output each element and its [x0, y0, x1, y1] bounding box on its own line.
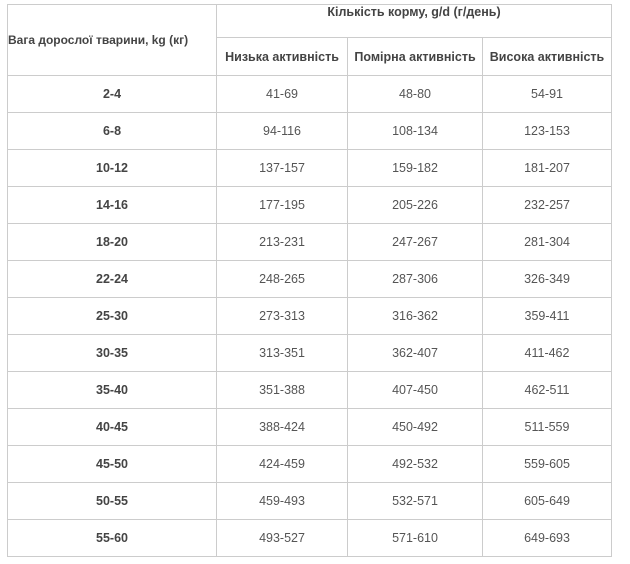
table-body — [8, 76, 612, 557]
moderate-activity-cell: 362-407 — [348, 335, 483, 372]
header-row-top — [8, 5, 612, 38]
weight-cell: 10-12 — [8, 150, 217, 187]
moderate-activity-cell: 450-492 — [348, 409, 483, 446]
feeding-table — [7, 4, 612, 557]
low-activity-cell: 213-231 — [217, 224, 348, 261]
low-activity-cell: 137-157 — [217, 150, 348, 187]
low-activity-cell: 94-116 — [217, 113, 348, 150]
table-row — [8, 446, 612, 483]
moderate-activity-cell: 492-532 — [348, 446, 483, 483]
high-activity-cell: 326-349 — [483, 261, 612, 298]
low-activity-cell: 424-459 — [217, 446, 348, 483]
high-activity-cell: 123-153 — [483, 113, 612, 150]
moderate-activity-header: Помірна активність — [348, 38, 483, 76]
high-activity-cell: 462-511 — [483, 372, 612, 409]
low-activity-cell: 177-195 — [217, 187, 348, 224]
weight-cell: 30-35 — [8, 335, 217, 372]
moderate-activity-cell: 247-267 — [348, 224, 483, 261]
moderate-activity-cell: 108-134 — [348, 113, 483, 150]
low-activity-cell: 388-424 — [217, 409, 348, 446]
table-row — [8, 150, 612, 187]
low-activity-cell: 41-69 — [217, 76, 348, 113]
high-activity-cell: 54-91 — [483, 76, 612, 113]
table-row — [8, 483, 612, 520]
weight-cell: 14-16 — [8, 187, 217, 224]
moderate-activity-cell: 532-571 — [348, 483, 483, 520]
weight-column-header: Вага дорослої тварини, kg (кг) — [8, 5, 217, 76]
high-activity-header: Висока активність — [483, 38, 612, 76]
table-row — [8, 372, 612, 409]
low-activity-cell: 273-313 — [217, 298, 348, 335]
table-header — [8, 5, 612, 76]
weight-cell: 18-20 — [8, 224, 217, 261]
table-row — [8, 261, 612, 298]
weight-cell: 50-55 — [8, 483, 217, 520]
table-row — [8, 113, 612, 150]
high-activity-cell: 232-257 — [483, 187, 612, 224]
low-activity-cell: 351-388 — [217, 372, 348, 409]
weight-cell: 35-40 — [8, 372, 217, 409]
food-amount-header: Кількість корму, g/d (г/день) — [217, 5, 612, 38]
low-activity-cell: 313-351 — [217, 335, 348, 372]
moderate-activity-cell: 205-226 — [348, 187, 483, 224]
high-activity-cell: 359-411 — [483, 298, 612, 335]
high-activity-cell: 281-304 — [483, 224, 612, 261]
moderate-activity-cell: 571-610 — [348, 520, 483, 557]
table-row — [8, 520, 612, 557]
table-row — [8, 335, 612, 372]
weight-cell: 55-60 — [8, 520, 217, 557]
high-activity-cell: 649-693 — [483, 520, 612, 557]
moderate-activity-cell: 316-362 — [348, 298, 483, 335]
high-activity-cell: 411-462 — [483, 335, 612, 372]
weight-cell: 2-4 — [8, 76, 217, 113]
moderate-activity-cell: 287-306 — [348, 261, 483, 298]
low-activity-header: Низька активність — [217, 38, 348, 76]
weight-cell: 22-24 — [8, 261, 217, 298]
high-activity-cell: 559-605 — [483, 446, 612, 483]
table-row — [8, 224, 612, 261]
high-activity-cell: 511-559 — [483, 409, 612, 446]
moderate-activity-cell: 159-182 — [348, 150, 483, 187]
table-row — [8, 187, 612, 224]
moderate-activity-cell: 48-80 — [348, 76, 483, 113]
weight-cell: 25-30 — [8, 298, 217, 335]
weight-cell: 6-8 — [8, 113, 217, 150]
high-activity-cell: 605-649 — [483, 483, 612, 520]
weight-cell: 45-50 — [8, 446, 217, 483]
low-activity-cell: 248-265 — [217, 261, 348, 298]
low-activity-cell: 459-493 — [217, 483, 348, 520]
moderate-activity-cell: 407-450 — [348, 372, 483, 409]
table-row — [8, 76, 612, 113]
high-activity-cell: 181-207 — [483, 150, 612, 187]
table-row — [8, 409, 612, 446]
low-activity-cell: 493-527 — [217, 520, 348, 557]
weight-cell: 40-45 — [8, 409, 217, 446]
table-row — [8, 298, 612, 335]
